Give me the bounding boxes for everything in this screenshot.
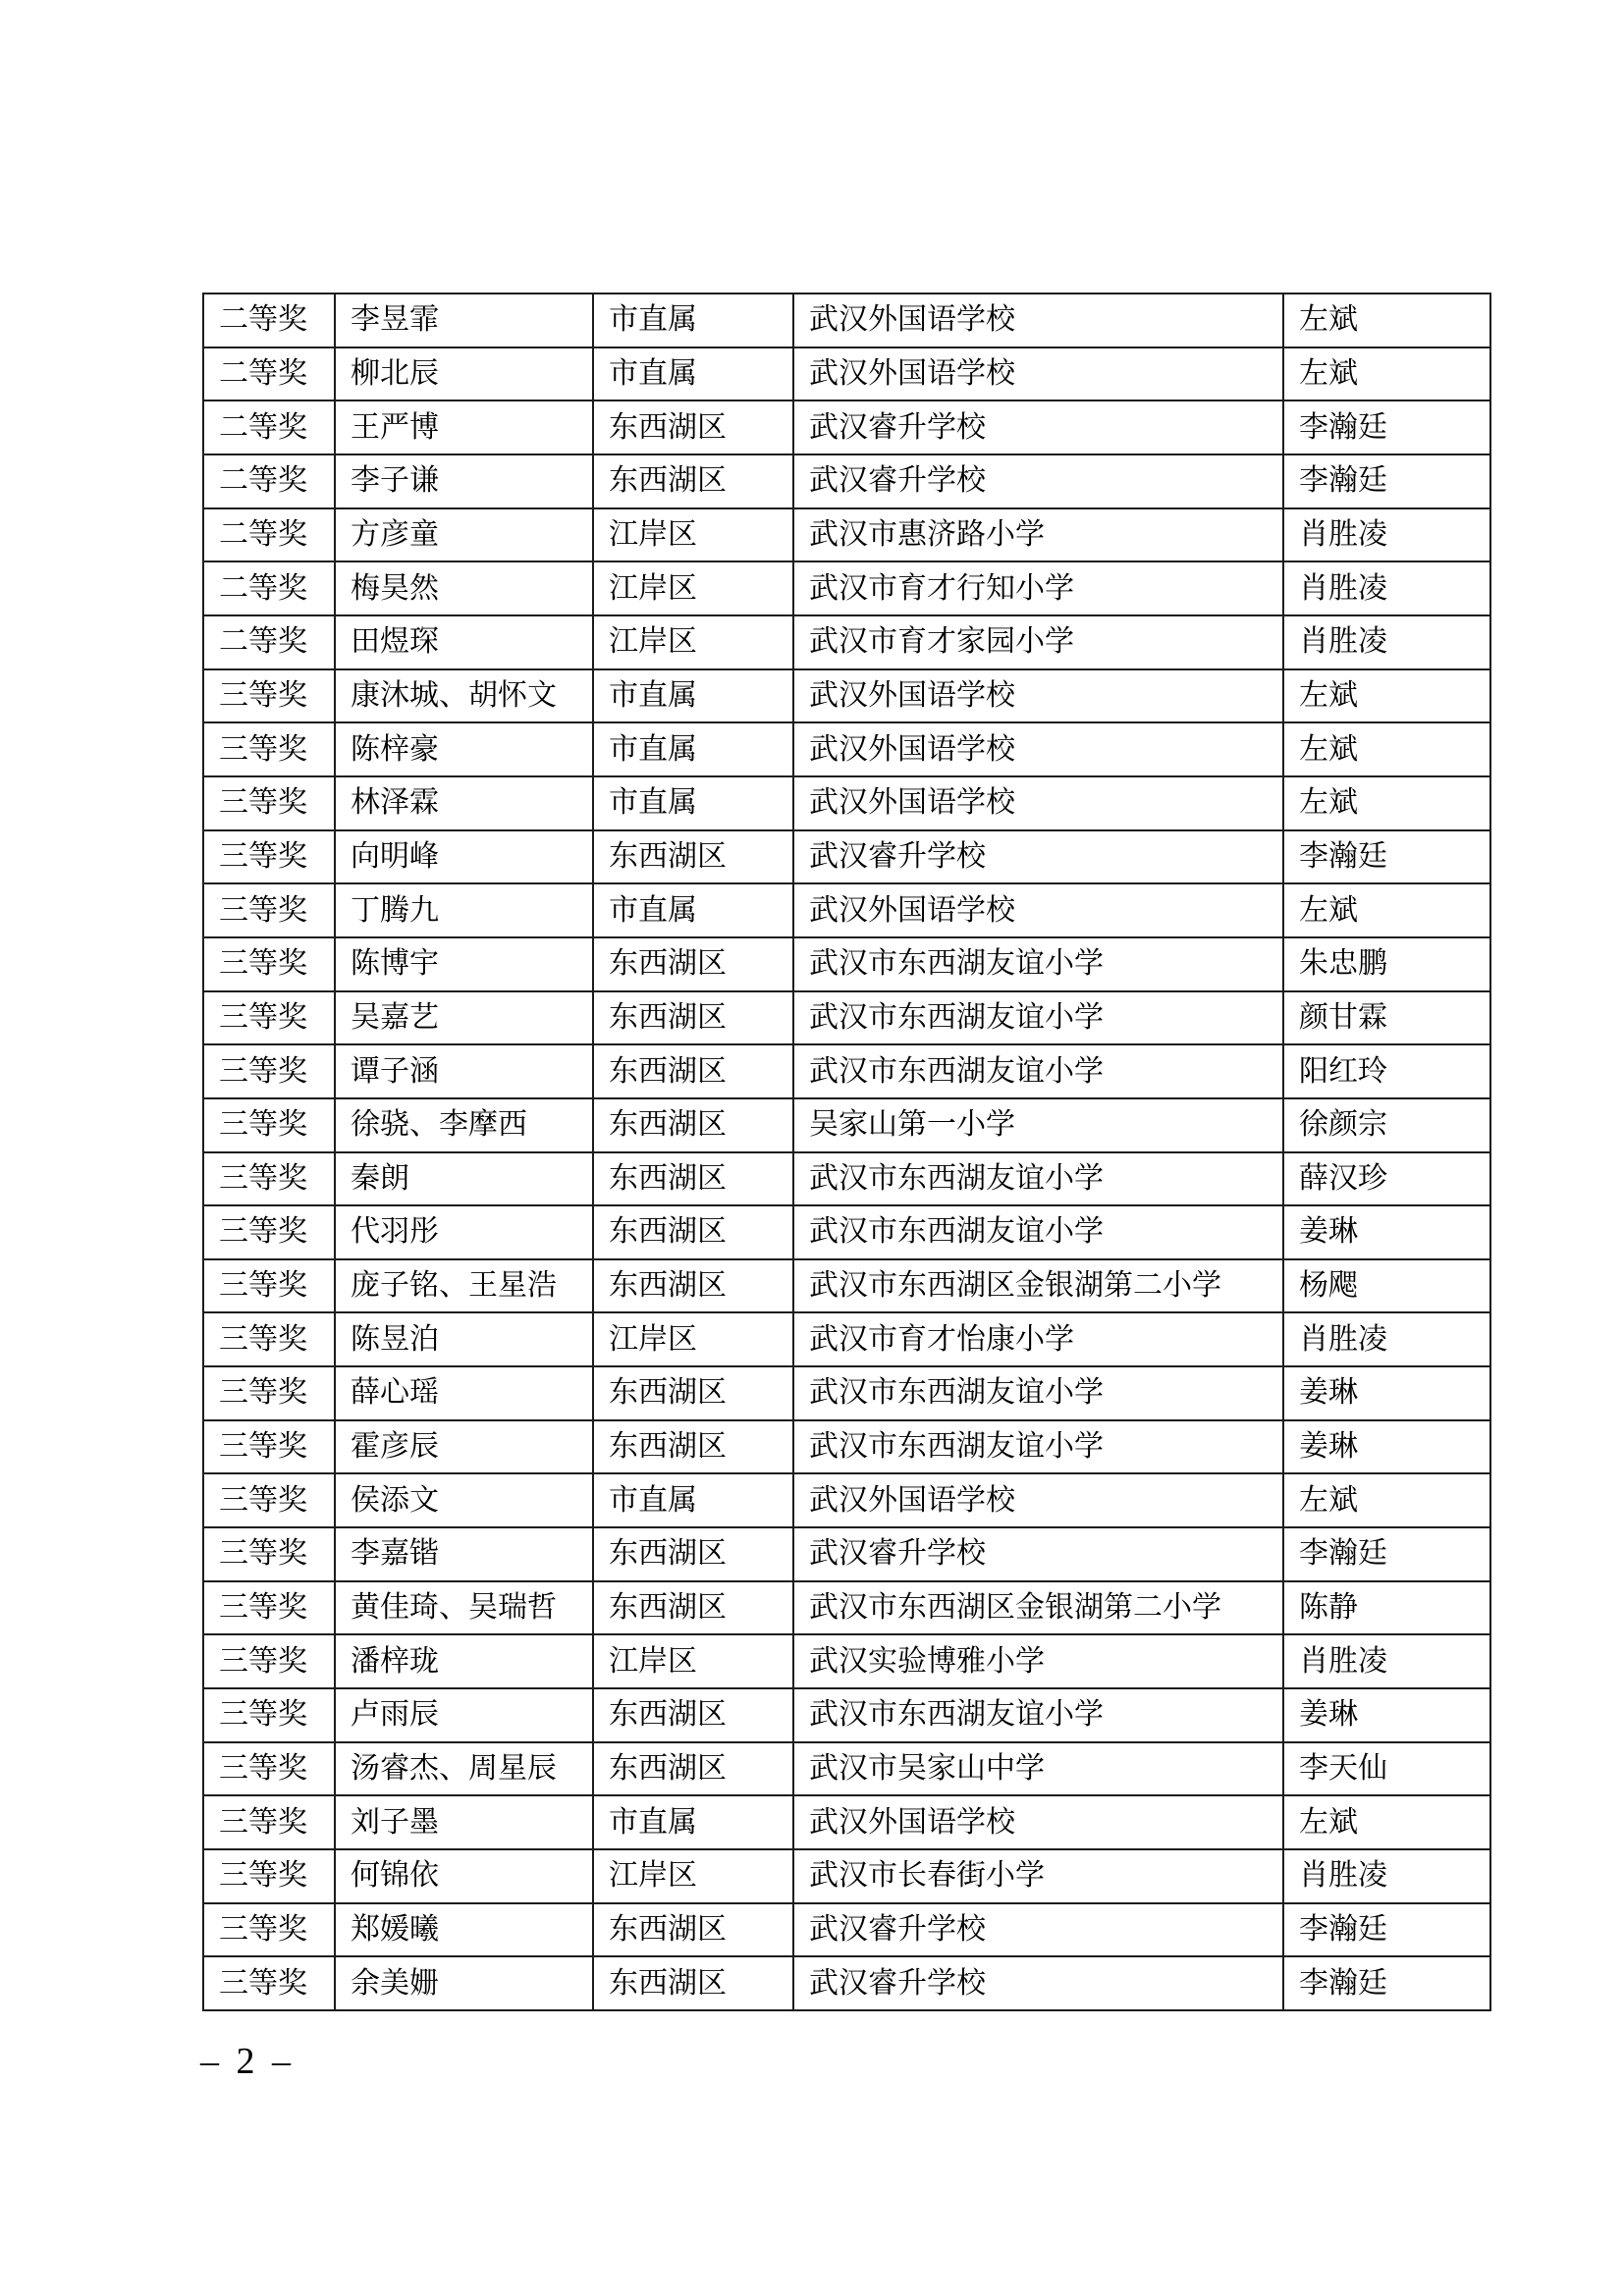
cell-award-level: 三等奖 [203, 1044, 335, 1098]
cell-district: 东西湖区 [593, 1098, 793, 1152]
cell-student-name: 徐骁、李摩西 [335, 1098, 593, 1152]
cell-award-level: 三等奖 [203, 1205, 335, 1259]
cell-instructor: 左斌 [1283, 1795, 1490, 1849]
cell-school: 武汉外国语学校 [793, 883, 1283, 937]
table-row [203, 1742, 1490, 1796]
cell-award-level: 二等奖 [203, 615, 335, 669]
cell-school: 武汉市育才家园小学 [793, 615, 1283, 669]
cell-school: 武汉市东西湖友谊小学 [793, 1044, 1283, 1098]
cell-school: 武汉外国语学校 [793, 669, 1283, 723]
cell-instructor: 肖胜凌 [1283, 1634, 1490, 1688]
cell-district: 市直属 [593, 1473, 793, 1527]
award-results-table [202, 293, 1491, 2011]
cell-instructor: 肖胜凌 [1283, 615, 1490, 669]
cell-district: 东西湖区 [593, 1742, 793, 1796]
cell-district: 市直属 [593, 722, 793, 776]
cell-instructor: 姜琳 [1283, 1205, 1490, 1259]
cell-student-name: 秦朗 [335, 1152, 593, 1206]
cell-student-name: 王严博 [335, 400, 593, 454]
table-row [203, 1688, 1490, 1742]
cell-district: 东西湖区 [593, 1581, 793, 1635]
cell-instructor: 左斌 [1283, 669, 1490, 723]
cell-school: 武汉市东西湖友谊小学 [793, 991, 1283, 1045]
cell-district: 江岸区 [593, 1312, 793, 1366]
cell-award-level: 三等奖 [203, 1366, 335, 1420]
cell-district: 东西湖区 [593, 1903, 793, 1957]
cell-award-level: 三等奖 [203, 991, 335, 1045]
cell-award-level: 三等奖 [203, 1634, 335, 1688]
cell-instructor: 李瀚廷 [1283, 400, 1490, 454]
cell-award-level: 三等奖 [203, 1259, 335, 1313]
cell-student-name: 霍彦辰 [335, 1420, 593, 1474]
cell-award-level: 三等奖 [203, 1742, 335, 1796]
cell-award-level: 三等奖 [203, 1795, 335, 1849]
table-row [203, 1634, 1490, 1688]
table-row [203, 294, 1490, 347]
table-row [203, 1366, 1490, 1420]
cell-student-name: 田煜琛 [335, 615, 593, 669]
cell-student-name: 梅昊然 [335, 561, 593, 615]
cell-student-name: 潘梓珑 [335, 1634, 593, 1688]
cell-award-level: 二等奖 [203, 454, 335, 508]
cell-award-level: 二等奖 [203, 347, 335, 401]
cell-school: 武汉外国语学校 [793, 776, 1283, 830]
cell-district: 江岸区 [593, 1849, 793, 1903]
cell-district: 东西湖区 [593, 991, 793, 1045]
cell-student-name: 黄佳琦、吴瑞哲 [335, 1581, 593, 1635]
cell-school: 武汉市惠济路小学 [793, 508, 1283, 562]
table-row [203, 1527, 1490, 1581]
cell-award-level: 三等奖 [203, 1473, 335, 1527]
cell-school: 武汉市东西湖友谊小学 [793, 1205, 1283, 1259]
cell-award-level: 二等奖 [203, 561, 335, 615]
table-row [203, 508, 1490, 562]
cell-school: 武汉市东西湖友谊小学 [793, 1420, 1283, 1474]
cell-instructor: 徐颜宗 [1283, 1098, 1490, 1152]
table-row [203, 1473, 1490, 1527]
cell-student-name: 李子谦 [335, 454, 593, 508]
cell-award-level: 三等奖 [203, 1849, 335, 1903]
cell-instructor: 阳红玲 [1283, 1044, 1490, 1098]
cell-student-name: 代羽彤 [335, 1205, 593, 1259]
cell-student-name: 陈昱泊 [335, 1312, 593, 1366]
cell-district: 东西湖区 [593, 400, 793, 454]
cell-instructor: 陈静 [1283, 1581, 1490, 1635]
table-row [203, 669, 1490, 723]
cell-school: 武汉睿升学校 [793, 1903, 1283, 1957]
cell-district: 东西湖区 [593, 1044, 793, 1098]
table-row [203, 883, 1490, 937]
cell-instructor: 左斌 [1283, 1473, 1490, 1527]
cell-school: 武汉外国语学校 [793, 294, 1283, 347]
cell-school: 武汉市长春街小学 [793, 1849, 1283, 1903]
cell-student-name: 薛心瑶 [335, 1366, 593, 1420]
table-row [203, 1259, 1490, 1313]
table-row [203, 347, 1490, 401]
table-row [203, 1420, 1490, 1474]
cell-school: 武汉市育才行知小学 [793, 561, 1283, 615]
cell-student-name: 康沐城、胡怀文 [335, 669, 593, 723]
cell-student-name: 卢雨辰 [335, 1688, 593, 1742]
cell-award-level: 三等奖 [203, 1956, 335, 2010]
cell-award-level: 二等奖 [203, 294, 335, 347]
cell-award-level: 三等奖 [203, 1312, 335, 1366]
cell-student-name: 李昱霏 [335, 294, 593, 347]
table-row [203, 722, 1490, 776]
cell-school: 武汉市东西湖区金银湖第二小学 [793, 1259, 1283, 1313]
cell-award-level: 三等奖 [203, 669, 335, 723]
table-row [203, 1098, 1490, 1152]
table-row [203, 561, 1490, 615]
cell-instructor: 肖胜凌 [1283, 508, 1490, 562]
page-number: – 2 – [200, 2041, 295, 2082]
cell-student-name: 丁腾九 [335, 883, 593, 937]
cell-award-level: 三等奖 [203, 1527, 335, 1581]
cell-student-name: 林泽霖 [335, 776, 593, 830]
cell-instructor: 左斌 [1283, 294, 1490, 347]
cell-instructor: 左斌 [1283, 776, 1490, 830]
table-row [203, 1956, 1490, 2010]
table-row [203, 991, 1490, 1045]
cell-school: 武汉市东西湖友谊小学 [793, 1366, 1283, 1420]
cell-district: 市直属 [593, 347, 793, 401]
cell-award-level: 三等奖 [203, 1098, 335, 1152]
cell-school: 武汉市东西湖友谊小学 [793, 1688, 1283, 1742]
cell-student-name: 庞子铭、王星浩 [335, 1259, 593, 1313]
cell-instructor: 杨飔 [1283, 1259, 1490, 1313]
cell-instructor: 左斌 [1283, 883, 1490, 937]
cell-award-level: 三等奖 [203, 937, 335, 991]
table-row [203, 454, 1490, 508]
cell-student-name: 李嘉锴 [335, 1527, 593, 1581]
table-row [203, 830, 1490, 884]
cell-award-level: 三等奖 [203, 722, 335, 776]
cell-school: 武汉睿升学校 [793, 454, 1283, 508]
table-row [203, 937, 1490, 991]
cell-instructor: 姜琳 [1283, 1366, 1490, 1420]
cell-award-level: 二等奖 [203, 400, 335, 454]
cell-instructor: 肖胜凌 [1283, 1849, 1490, 1903]
cell-instructor: 薛汉珍 [1283, 1152, 1490, 1206]
cell-student-name: 方彦童 [335, 508, 593, 562]
cell-instructor: 李瀚廷 [1283, 1903, 1490, 1957]
cell-district: 市直属 [593, 776, 793, 830]
cell-student-name: 余美姗 [335, 1956, 593, 2010]
cell-student-name: 吴嘉艺 [335, 991, 593, 1045]
cell-school: 武汉睿升学校 [793, 400, 1283, 454]
cell-district: 东西湖区 [593, 1366, 793, 1420]
table-row [203, 400, 1490, 454]
cell-school: 武汉实验博雅小学 [793, 1634, 1283, 1688]
cell-student-name: 谭子涵 [335, 1044, 593, 1098]
cell-district: 东西湖区 [593, 1205, 793, 1259]
cell-district: 市直属 [593, 294, 793, 347]
cell-school: 武汉睿升学校 [793, 830, 1283, 884]
table-row [203, 776, 1490, 830]
table-row [203, 1849, 1490, 1903]
cell-award-level: 三等奖 [203, 830, 335, 884]
cell-school: 武汉市育才怡康小学 [793, 1312, 1283, 1366]
table-row [203, 1903, 1490, 1957]
cell-award-level: 三等奖 [203, 776, 335, 830]
cell-instructor: 肖胜凌 [1283, 561, 1490, 615]
cell-instructor: 朱忠鹏 [1283, 937, 1490, 991]
cell-district: 东西湖区 [593, 830, 793, 884]
cell-student-name: 刘子墨 [335, 1795, 593, 1849]
table-row [203, 1312, 1490, 1366]
cell-instructor: 李瀚廷 [1283, 454, 1490, 508]
cell-instructor: 左斌 [1283, 722, 1490, 776]
cell-award-level: 三等奖 [203, 1420, 335, 1474]
cell-district: 市直属 [593, 1795, 793, 1849]
cell-school: 武汉睿升学校 [793, 1956, 1283, 2010]
cell-award-level: 三等奖 [203, 1581, 335, 1635]
cell-student-name: 陈梓豪 [335, 722, 593, 776]
cell-district: 江岸区 [593, 561, 793, 615]
cell-school: 武汉市东西湖区金银湖第二小学 [793, 1581, 1283, 1635]
cell-award-level: 三等奖 [203, 1688, 335, 1742]
cell-instructor: 李天仙 [1283, 1742, 1490, 1796]
cell-instructor: 姜琳 [1283, 1688, 1490, 1742]
cell-student-name: 汤睿杰、周星辰 [335, 1742, 593, 1796]
table-row [203, 1044, 1490, 1098]
cell-award-level: 三等奖 [203, 1152, 335, 1206]
cell-district: 东西湖区 [593, 1688, 793, 1742]
award-results-body [203, 294, 1490, 2010]
cell-instructor: 肖胜凌 [1283, 1312, 1490, 1366]
cell-district: 江岸区 [593, 508, 793, 562]
cell-instructor: 左斌 [1283, 347, 1490, 401]
cell-instructor: 李瀚廷 [1283, 830, 1490, 884]
cell-district: 东西湖区 [593, 1527, 793, 1581]
cell-school: 武汉外国语学校 [793, 722, 1283, 776]
cell-award-level: 二等奖 [203, 508, 335, 562]
cell-instructor: 颜甘霖 [1283, 991, 1490, 1045]
cell-student-name: 郑媛曦 [335, 1903, 593, 1957]
table-row [203, 1581, 1490, 1635]
cell-district: 东西湖区 [593, 937, 793, 991]
table-row [203, 615, 1490, 669]
cell-district: 市直属 [593, 669, 793, 723]
cell-school: 武汉外国语学校 [793, 347, 1283, 401]
table-row [203, 1795, 1490, 1849]
cell-student-name: 侯添文 [335, 1473, 593, 1527]
cell-instructor: 姜琳 [1283, 1420, 1490, 1474]
cell-instructor: 李瀚廷 [1283, 1527, 1490, 1581]
cell-award-level: 三等奖 [203, 883, 335, 937]
table-row [203, 1205, 1490, 1259]
cell-school: 吴家山第一小学 [793, 1098, 1283, 1152]
cell-district: 东西湖区 [593, 1420, 793, 1474]
cell-district: 市直属 [593, 883, 793, 937]
cell-student-name: 向明峰 [335, 830, 593, 884]
cell-district: 东西湖区 [593, 1956, 793, 2010]
cell-award-level: 三等奖 [203, 1903, 335, 1957]
cell-school: 武汉外国语学校 [793, 1795, 1283, 1849]
cell-district: 东西湖区 [593, 454, 793, 508]
cell-school: 武汉市东西湖友谊小学 [793, 1152, 1283, 1206]
cell-district: 江岸区 [593, 615, 793, 669]
table-row [203, 1152, 1490, 1206]
cell-school: 武汉外国语学校 [793, 1473, 1283, 1527]
cell-district: 江岸区 [593, 1634, 793, 1688]
cell-school: 武汉睿升学校 [793, 1527, 1283, 1581]
cell-school: 武汉市吴家山中学 [793, 1742, 1283, 1796]
cell-student-name: 陈博宇 [335, 937, 593, 991]
cell-student-name: 柳北辰 [335, 347, 593, 401]
cell-instructor: 李瀚廷 [1283, 1956, 1490, 2010]
cell-student-name: 何锦依 [335, 1849, 593, 1903]
cell-district: 东西湖区 [593, 1152, 793, 1206]
cell-school: 武汉市东西湖友谊小学 [793, 937, 1283, 991]
cell-district: 东西湖区 [593, 1259, 793, 1313]
